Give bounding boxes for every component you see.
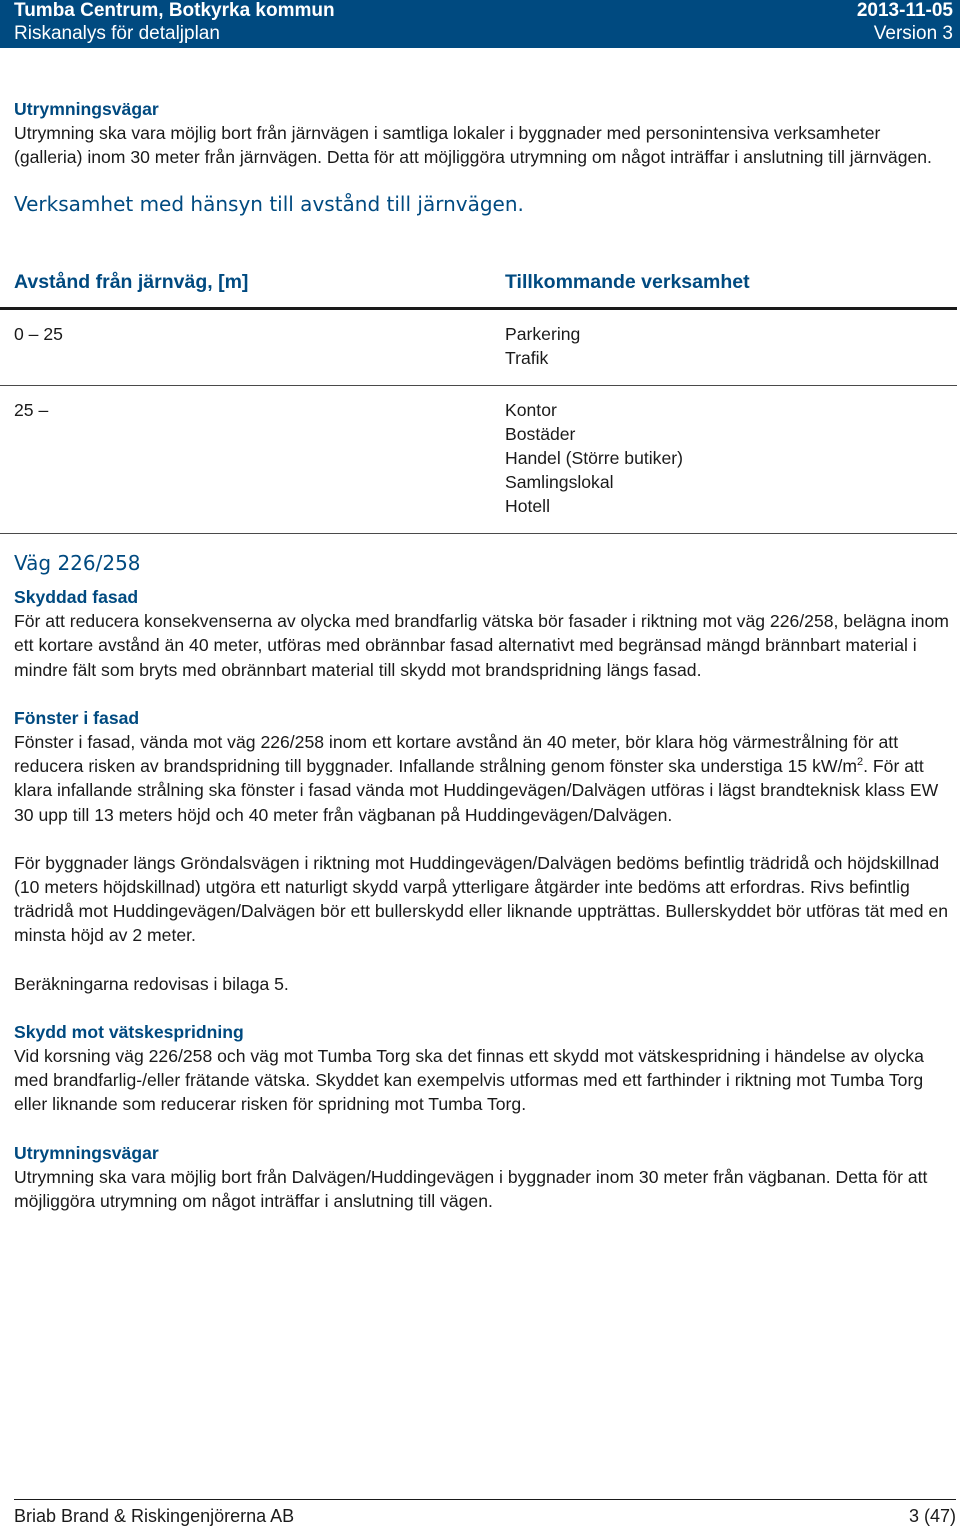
page-header	[0, 0, 960, 48]
activity-cell	[491, 385, 957, 533]
heading-fonster-i-fasad: Fönster i fasad	[14, 707, 140, 728]
activity-item: Trafik	[505, 348, 549, 369]
paragraph-skyddad-fasad: För att reducera konsekvenserna av olycka med brandfarlig vätska bör fasader i riktning mot väg 226/258, belägna inom ett kortare avstånd än 40 meter, utföras med obrännbar fasad alternativt med begränsad mängd brännbart material i mindre fält som bryts med obrännbart material till skydd mot brandspridning längs fasad.	[14, 611, 949, 680]
paragraph-grondalsvagen: För byggnader längs Gröndalsvägen i riktning mot Huddingevägen/Dalvägen bedöms befintlig trädridå och höjdskillnad (10 meters höjdskillnad) utgöra ett naturligt skydd varpå ytterligare åtgärder inte bedöms att erfordras. Rivs befintlig trädridå mot Huddingevägen/Dalvägen bör ett bullerskydd eller liknande uppträttas. Bullerskyddet bör utföras tät med en minsta höjd av 2 meter.	[14, 852, 948, 946]
distance-use-table	[0, 258, 957, 534]
document-body-road	[14, 551, 950, 1213]
activity-item: Handel (Större butiker)	[505, 448, 683, 469]
header-row-subtitle	[14, 23, 953, 45]
paragraph-fonster-i-fasad	[14, 730, 950, 827]
fonster-text-part-2: . För att klara infallande strålning ska fönster i fasad vända mot Huddingevägen/Dalvägen utföras i lägst brandteknisk klass EW 30 upp till 13 meters höjd och 40 meter från vägbanan på Huddingevägen/Dalvägen.	[14, 756, 939, 825]
page-footer	[14, 1499, 956, 1527]
table-row	[0, 309, 957, 385]
heading-skyddad-fasad: Skyddad fasad	[14, 587, 139, 607]
document-subtitle: Riskanalys för detaljplan	[14, 23, 220, 44]
footer-company: Briab Brand & Riskingenjörerna AB	[14, 1506, 295, 1526]
header-row-title	[14, 0, 953, 22]
document-title: Tumba Centrum, Botkyrka kommun	[14, 0, 335, 21]
heading-utrymningsvagar-2: Utrymningsvägar	[14, 1142, 159, 1163]
activity-item: Parkering	[505, 324, 581, 345]
distance-cell: 0 – 25	[0, 309, 491, 385]
paragraph-utrymning-vag: Utrymning ska vara möjlig bort från Dalvägen/Huddingevägen i byggnader inom 30 meter från vägbanan. Detta för att möjliggöra utrymning om något inträffar i anslutning till vägen.	[14, 1166, 928, 1212]
column-header-activity: Tillkommande verksamhet	[491, 258, 957, 309]
paragraph-berakningar: Beräkningarna redovisas i bilaga 5.	[14, 973, 289, 994]
activity-item: Kontor	[505, 399, 557, 420]
superscript-unit: 2	[857, 756, 864, 769]
heading-verksamhet-avstand: Verksamhet med hänsyn till avstånd till järnvägen.	[14, 191, 524, 216]
activity-item: Samlingslokal	[505, 472, 614, 493]
fonster-text-part-1: Fönster i fasad, vända mot väg 226/258 inom ett kortare avstånd än 40 meter, bör klara hög värmestrålning för att reducera risken av brandspridning till byggnader. Infallande strålning genom fönster ska understiga 15 kW/m	[14, 732, 899, 777]
document-version: Version 3	[873, 23, 953, 44]
document-date: 2013-11-05	[856, 0, 953, 21]
heading-vag-226-258: Väg 226/258	[14, 551, 141, 575]
distance-cell: 25 –	[0, 385, 491, 533]
heading-utrymningsvagar-1: Utrymningsvägar	[14, 99, 159, 119]
heading-skydd-vatskespridning: Skydd mot vätskespridning	[14, 1021, 244, 1042]
document-body	[14, 97, 950, 216]
activity-item: Hotell	[505, 496, 550, 517]
footer-page-number: 3 (47)	[908, 1506, 956, 1526]
table-header-row	[0, 258, 957, 309]
paragraph-utrymning-jarnvag: Utrymning ska vara möjlig bort från järnvägen i samtliga lokaler i byggnader med personintensiva verksamheter (galleria) inom 30 meter från järnvägen. Detta för att möjliggöra utrymning om något inträffar i anslutning till järnvägen.	[14, 123, 932, 168]
activity-cell	[491, 309, 957, 385]
column-header-distance: Avstånd från järnväg, [m]	[0, 258, 491, 309]
activity-item: Bostäder	[505, 423, 576, 444]
table-row	[0, 385, 957, 533]
paragraph-skydd-vatskespridning: Vid korsning väg 226/258 och väg mot Tumba Torg ska det finnas ett skydd mot vätskespridning i händelse av olycka med brandfarlig-/eller frätande vätska. Skyddet kan exempelvis utformas med ett farthinder i riktning mot Tumba Torg eller liknande som reducerar risken för spridning mot Tumba Torg.	[14, 1046, 924, 1115]
